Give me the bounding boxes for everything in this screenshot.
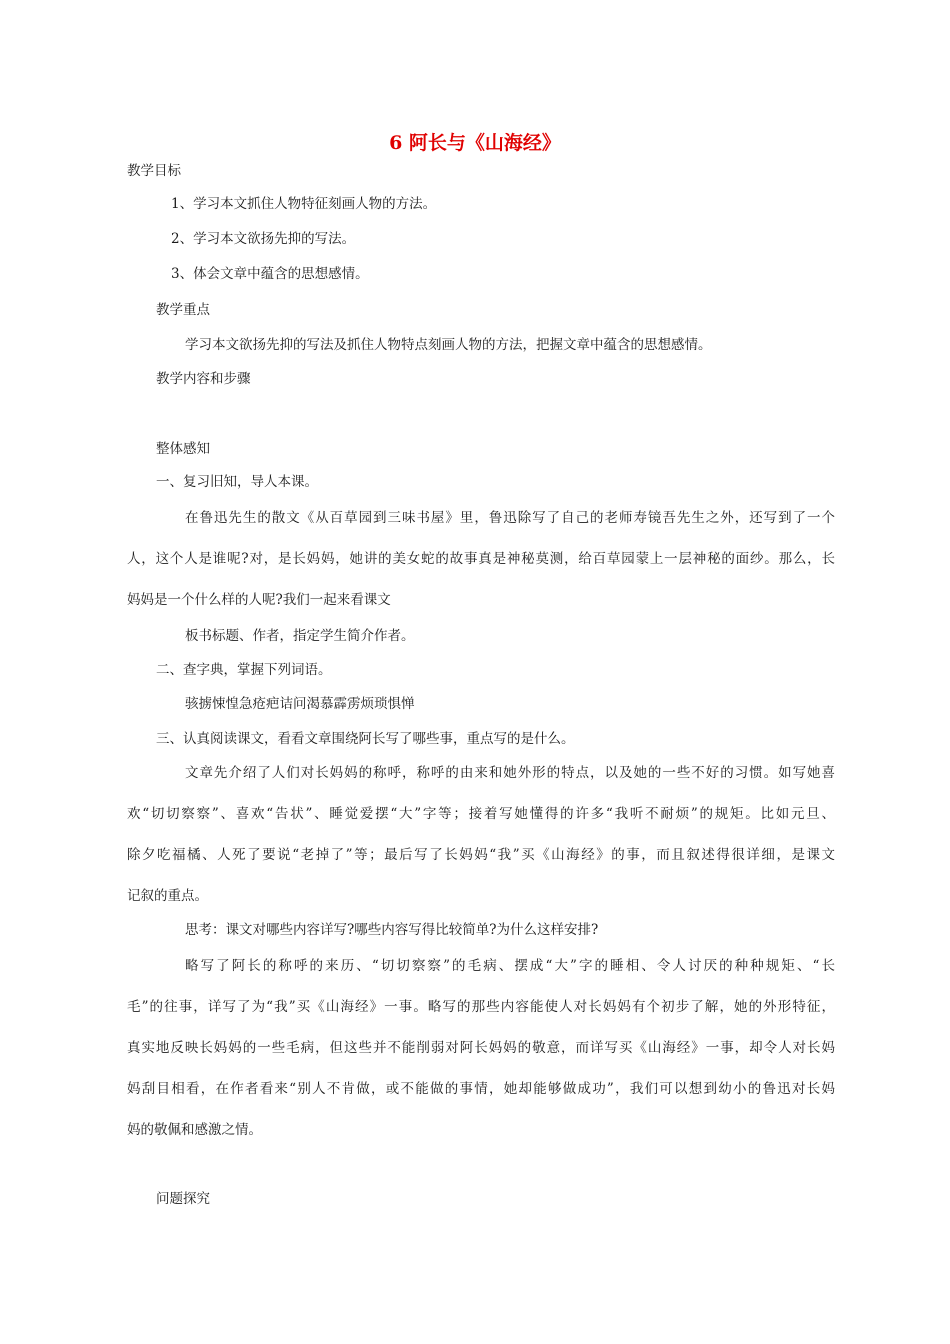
goal-item: 2、学习本文欲扬先抑的写法。	[171, 231, 356, 247]
answer-line: 略写了阿长的称呼的来历、“切切察察”的毛病、摆成“大”字的睡相、令人讨厌的种种规矩、“长	[185, 958, 835, 974]
answer-line: 妈的敬佩和感激之情。	[127, 1122, 262, 1138]
intro-line: 在鲁迅先生的散文《从百草园到三味书屋》里，鲁迅除写了自己的老师寿镜吾先生之外，还写到了一个	[185, 510, 835, 526]
focus-heading: 教学重点	[156, 302, 210, 318]
think-question: 思考：课文对哪些内容详写?哪些内容写得比较简单?为什么这样安排?	[185, 922, 599, 938]
intro-line: 妈妈是一个什么样的人呢?我们一起来看课文	[127, 592, 391, 608]
summary-line: 文章先介绍了人们对长妈妈的称呼，称呼的由来和她外形的特点，以及她的一些不好的习惯。如写她喜	[185, 765, 835, 781]
answer-line: 妈刮目相看，在作者看来“别人不肯做，或不能做的事情，她却能够做成功”，我们可以想到幼小的鲁迅对长妈	[127, 1081, 835, 1097]
summary-line: 欢“切切察察”、喜欢“告状”、睡觉爱摆“大”字等；接着写她懂得的许多“我听不耐烦”的规矩。比如元旦、	[127, 806, 835, 822]
vocabulary-words: 骇掳悚惶急疮疤诘问渴慕霹雳烦琐惧惮	[185, 696, 415, 712]
focus-text: 学习本文欲扬先抑的写法及抓住人物特点刻画人物的方法，把握文章中蕴含的思想感情。	[185, 337, 712, 353]
answer-line: 毛”的往事，详写了为“我”买《山海经》一事。略写的那些内容能使人对长妈妈有个初步了解，她的外形特征，	[127, 999, 835, 1015]
summary-line: 记叙的重点。	[127, 888, 208, 904]
board-note: 板书标题、作者，指定学生简介作者。	[185, 628, 415, 644]
step-one: 一、复习旧知，导人本课。	[156, 474, 318, 490]
page-title: 6 阿长与《山海经》	[389, 132, 561, 154]
overall-heading: 整体感知	[156, 441, 210, 457]
goal-item: 1、学习本文抓住人物特征刻画人物的方法。	[171, 196, 437, 212]
intro-line: 人，这个人是谁呢?对，是长妈妈，她讲的美女蛇的故事真是神秘莫测，给百草园蒙上一层神秘的面纱。那么，长	[127, 551, 835, 567]
goal-item: 3、体会文章中蕴含的思想感情。	[171, 266, 369, 282]
step-three: 三、认真阅读课文，看看文章围绕阿长写了哪些事，重点写的是什么。	[156, 731, 575, 747]
goals-heading: 教学目标	[127, 163, 181, 179]
problem-heading: 问题探究	[156, 1191, 210, 1207]
answer-line: 真实地反映长妈妈的一些毛病，但这些并不能削弱对阿长妈妈的敬意，而详写买《山海经》一事，却令人对长妈	[127, 1040, 835, 1056]
summary-line: 除夕吃福橘、人死了要说“老掉了”等；最后写了长妈妈“我”买《山海经》的事，而且叙述得很详细，是课文	[127, 847, 835, 863]
content-heading: 教学内容和步骤	[156, 371, 251, 387]
step-two: 二、查字典，掌握下列词语。	[156, 662, 332, 678]
